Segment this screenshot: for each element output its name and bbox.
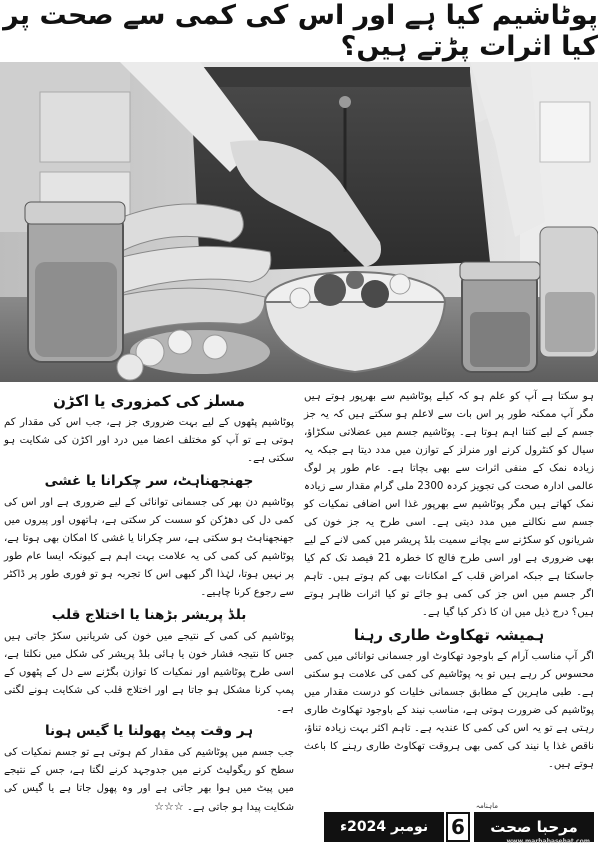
blood-pressure-paragraph: پوٹاشیم کی کمی کے نتیجے میں خون کی شریانیں سکڑ جاتی ہیں جس کا نتیجہ فشار خون یا ہائی بلڈ پریشر کی شکل میں نکلتا ہے، اسی طرح پوٹاشیم اور نمکیات کا توازن بگڑنے سے دل کے پٹھوں کے پمپ کرنا مشکل ہو جاتا ہے اور اختلاج قلب کی شکایت ہونے لگتی ہے۔ xyxy=(4,631,294,714)
page-footer xyxy=(316,802,594,845)
magazine-brand xyxy=(474,812,594,845)
section-heading-muscle-weakness: مسلز کی کمزوری یا اکڑن xyxy=(53,392,245,410)
brand-prefix: ماہنامہ xyxy=(475,802,498,810)
end-stars: ☆☆☆ xyxy=(154,800,184,813)
magazine-url: www.marhabasehat.com xyxy=(506,838,590,845)
dizziness-paragraph: پوٹاشیم دن بھر کی جسمانی توانائی کے لیے ضروری ہے اور اس کی کمی دل کی دھڑکن کو سست کر سکتی ہے، ہاتھوں اور پیروں میں جھنجھناہٹ ہو سکتی ہے، سر چکرانا یا غشی کا امکان بھی ہوتا ہے، پوٹاشیم کی کمی کی یہ علامت بہت اہم ہے کیونکہ ایسا عام طور پر نہیں ہوتا، لہٰذا اگر کبھی اس کا تجربہ ہو تو فوری طور پر ڈاکٹر سے رجوع کرنا چاہیے۔ xyxy=(4,497,294,598)
section-heading-dizziness: جھنجھناہٹ، سر چکرانا یا غشی xyxy=(44,473,254,489)
section-heading-bloating: ہر وقت پیٹ پھولنا یا گیس ہونا xyxy=(44,723,254,739)
article-photo xyxy=(0,62,598,382)
article-column-left xyxy=(4,388,294,819)
magazine-brand-name: مرحبا صحت xyxy=(490,818,578,836)
bloating-paragraph xyxy=(4,744,294,817)
article-column-right xyxy=(304,388,594,776)
muscle-weakness-paragraph: پوٹاشیم پٹھوں کے لیے بہت ضروری جز ہے، جب اس کی مقدار کم ہوتی ہے تو آپ کو مختلف اعضا میں درد اور اکڑن کی شکایت ہو سکتی ہے۔ xyxy=(4,417,294,464)
intro-paragraph: ہو سکتا ہے آپ کو علم ہو کہ کیلے پوٹاشیم سے بھرپور ہوتے ہیں مگر آپ ممکنہ طور پر اس بات سے لاعلم ہو سکتے ہیں کہ یہ جز جسم کے لیے کتنا اہم ہوتا ہے۔ پوٹاشیم جسم میں عضلاتی سکڑاؤ، سیال کو کنٹرول کرنے اور منرلز کے توازن میں مدد دیتا ہے جبکہ یہ زیادہ نمک کے منفی اثرات سے بھی بچاتا ہے۔ عام طور پر لوگ عالمی ادارہ صحت کی تجویز کردہ 2300 ملی گرام مقدار سے زیادہ نمک کھاتے ہیں مگر پوٹاشیم سے بھرپور غذا اس اضافی نمکیات کو جسم سے نکالنے میں مدد دیتی ہے۔ اسی طرح یہ جز خون کی شریانوں کو سکڑنے سے بچانے سمیت بلڈ پریشر میں کمی لانے کے لیے بھی ضروری ہے اور اسی طرح فالج کا خطرہ 21 فیصد تک کم کیا جاسکتا ہے جبکہ امراض قلب کے امکانات بھی کم ہوتے ہیں۔ تاہم اگر جسم میں اس جز کی کمی ہو جائے تو کیا اثرات ظاہر ہوتے ہیں؟ درج ذیل میں ان کا ذکر کیا گیا ہے۔ xyxy=(304,391,594,618)
article-title: پوٹاشیم کیا ہے اور اس کی کمی سے صحت پر کیا اثرات پڑتے ہیں؟ xyxy=(3,0,598,62)
fatigue-paragraph: اگر آپ مناسب آرام کے باوجود تھکاوٹ اور جسمانی توانائی میں کمی محسوس کر رہے ہیں تو یہ پوٹاشیم کی کمی کی علامت ہو سکتی ہے۔ طبی ماہرین کے مطابق جسمانی خلیات کو درست مقدار میں پوٹاشیم کی ضرورت ہوتی ہے، مناسب نیند کے باوجود تھکاوٹ طاری رہتی ہے تو یہ اس کی کمی کا عندیہ ہے۔ تاہم اکثر بہت زیادہ تناؤ، ناقص غذا یا نیند کی کمی بھی ہروقت تھکاوٹ طاری رہنے کا باعث ہوتے ہیں۔ xyxy=(304,651,594,770)
bloating-text: جب جسم میں پوٹاشیم کی مقدار کم ہوتی ہے تو جسم نمکیات کی سطح کو ریگولیٹ کرنے میں جدوجہد کرنے لگتا ہے، جس کے نتیجے میں پیٹ میں ہوا بھر جاتی ہے اور وہ پھول جاتا ہے یا گیس کی شکایت پیدا ہو جاتی ہے۔ xyxy=(4,747,294,813)
page-number: 6 xyxy=(446,812,470,842)
section-heading-fatigue: ہمیشہ تھکاوٹ طاری رہنا xyxy=(353,626,545,644)
section-heading-blood-pressure: بلڈ پریشر بڑھنا یا اختلاج قلب xyxy=(51,607,247,623)
issue-date: نومبر 2024ء xyxy=(324,812,444,842)
